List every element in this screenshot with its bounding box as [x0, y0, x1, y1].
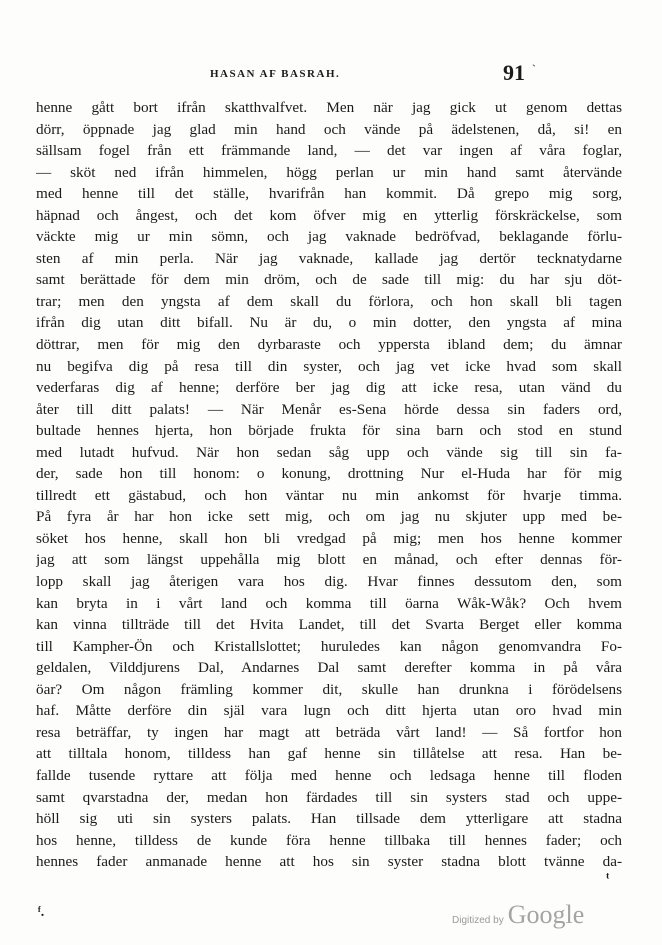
text-line: fallde tusende ryttare att följa med henne och ledsaga henne till floden: [36, 766, 622, 784]
text-line: På fyra år har hon icke sett mig, och om jag nu skjuter upp med be-: [36, 508, 622, 526]
text-line: sten af min perla. När jag vaknade, kallade jag dertör tecknatydarne: [36, 249, 622, 267]
text-line: lopp skall jag återigen vara hos dig. Hvar finnes dessutom den, som: [36, 573, 622, 591]
text-line: sällsam fogel från ett främmande land, — det var ingen af våra foglar,: [36, 142, 622, 160]
text-line: geldalen, Vilddjurens Dal, Andarnes Dal samt derefter komma in på våra: [36, 659, 622, 677]
text-line: med lutadt hufvud. När hon sedan såg upp och vände sig till sin fa-: [36, 443, 622, 461]
margin-mark-left: ᶠ.: [38, 905, 45, 920]
text-line: hennes fader anmanade henne att hos sin syster stadna blott tvänne da-: [36, 853, 622, 871]
text-line: döttrar, men för mig den dyrbaraste och yppersta ibland dem; du ämnar: [36, 336, 622, 354]
margin-mark-right: ᵗ: [606, 870, 610, 887]
text-line: hos henne, tilldess de kunde föra henne tillbaka till hennes fader; och: [36, 831, 622, 849]
text-line: — sköt ned ifrån himmelen, högg perlan ur min hand samt återvände: [36, 163, 622, 181]
text-line: söket hos henne, skall hon bli vredgad på mig; men hos henne kommer: [36, 529, 622, 547]
text-line: till Kampher-Ön och Kristallslottet; huruledes kan någon genomvandra Fo-: [36, 637, 622, 655]
body-text: [36, 97, 622, 873]
corner-mark: `: [532, 62, 536, 76]
text-line: henne gått bort ifrån skatthvalfvet. Men när jag gick ut genom dettas: [36, 99, 622, 116]
text-line: att tilltala honom, tilldess han gaf henne sin tillåtelse att resa. Han be-: [36, 745, 622, 763]
text-line: väckte mig ur min sömn, och jag vaknade bedröfvad, beklagande förlu-: [36, 228, 622, 246]
text-line: resa beträffar, ty ingen har magt att beträda vårt land! — Så fortfor hon: [36, 723, 622, 741]
text-line: haf. Måtte derföre din själ vara lugn och ditt hjerta utan oro hvad min: [36, 702, 622, 720]
text-line: trar; men den yngsta af dem skall du förlora, och hon skall bli tagen: [36, 292, 622, 310]
text-line: kan bryta in i vårt land och komma till öarna Wåk-Wåk? Och hvem: [36, 594, 622, 612]
text-line: häpnad och ångest, och det kom öfver mig en ytterlig förskräckelse, som: [36, 206, 622, 224]
text-line: ifrån dig utan ditt bifall. Nu är du, o min dotter, den yngsta af mina: [36, 314, 622, 332]
page-number: 91: [503, 60, 525, 85]
text-line: åter till ditt palats! — När Menår es-Sena hörde dessa sin faders ord,: [36, 400, 622, 418]
text-line: der, sade hon till honom: o konung, drottning Nur el-Huda har för mig: [36, 465, 622, 483]
text-line: tillredt ett gästabud, och hon väntar nu min ankomst för hvarje timma.: [36, 486, 622, 504]
text-line: med henne till det ställe, hvarifrån han kommit. Då grepo mig sorg,: [36, 185, 622, 203]
text-line: samt berättade för dem min dröm, och de sade till mig: du har sju döt-: [36, 271, 622, 289]
text-line: öar? Om någon främling kommer dit, skulle han drunkna i förödelsens: [36, 680, 622, 698]
text-line: kan vinna tillträde till det Hvita Landet, till det Svarta Berget eller komma: [36, 616, 622, 634]
text-line: jag att som längst uppehålla mig blott en månad, och efter dennas för-: [36, 551, 622, 569]
text-line: samt qvarstadna der, medan hon färdades till sin systers stad och uppe-: [36, 788, 622, 806]
text-line: bultade hennes hjerta, hon började frukta för sina barn och stod en stund: [36, 422, 622, 440]
google-logo: Google: [507, 900, 585, 929]
running-head: HASAN AF BASRAH.: [210, 68, 341, 80]
text-line: dörr, öppnade jag glad min hand och vände på ädelstenen, då, si! en: [36, 120, 622, 138]
watermark-prefix: Digitized by: [452, 915, 504, 926]
google-watermark: [452, 900, 584, 930]
text-line: nu begifva dig på resa till din syster, och jag vet icke hvad som skall: [36, 357, 622, 375]
text-line: vederfaras dig af henne; derföre ber jag dig att icke resa, utan vänd du: [36, 379, 622, 397]
text-line: höll sig uti sin systers palats. Han tillsade dem ytterligare att stadna: [36, 810, 622, 828]
